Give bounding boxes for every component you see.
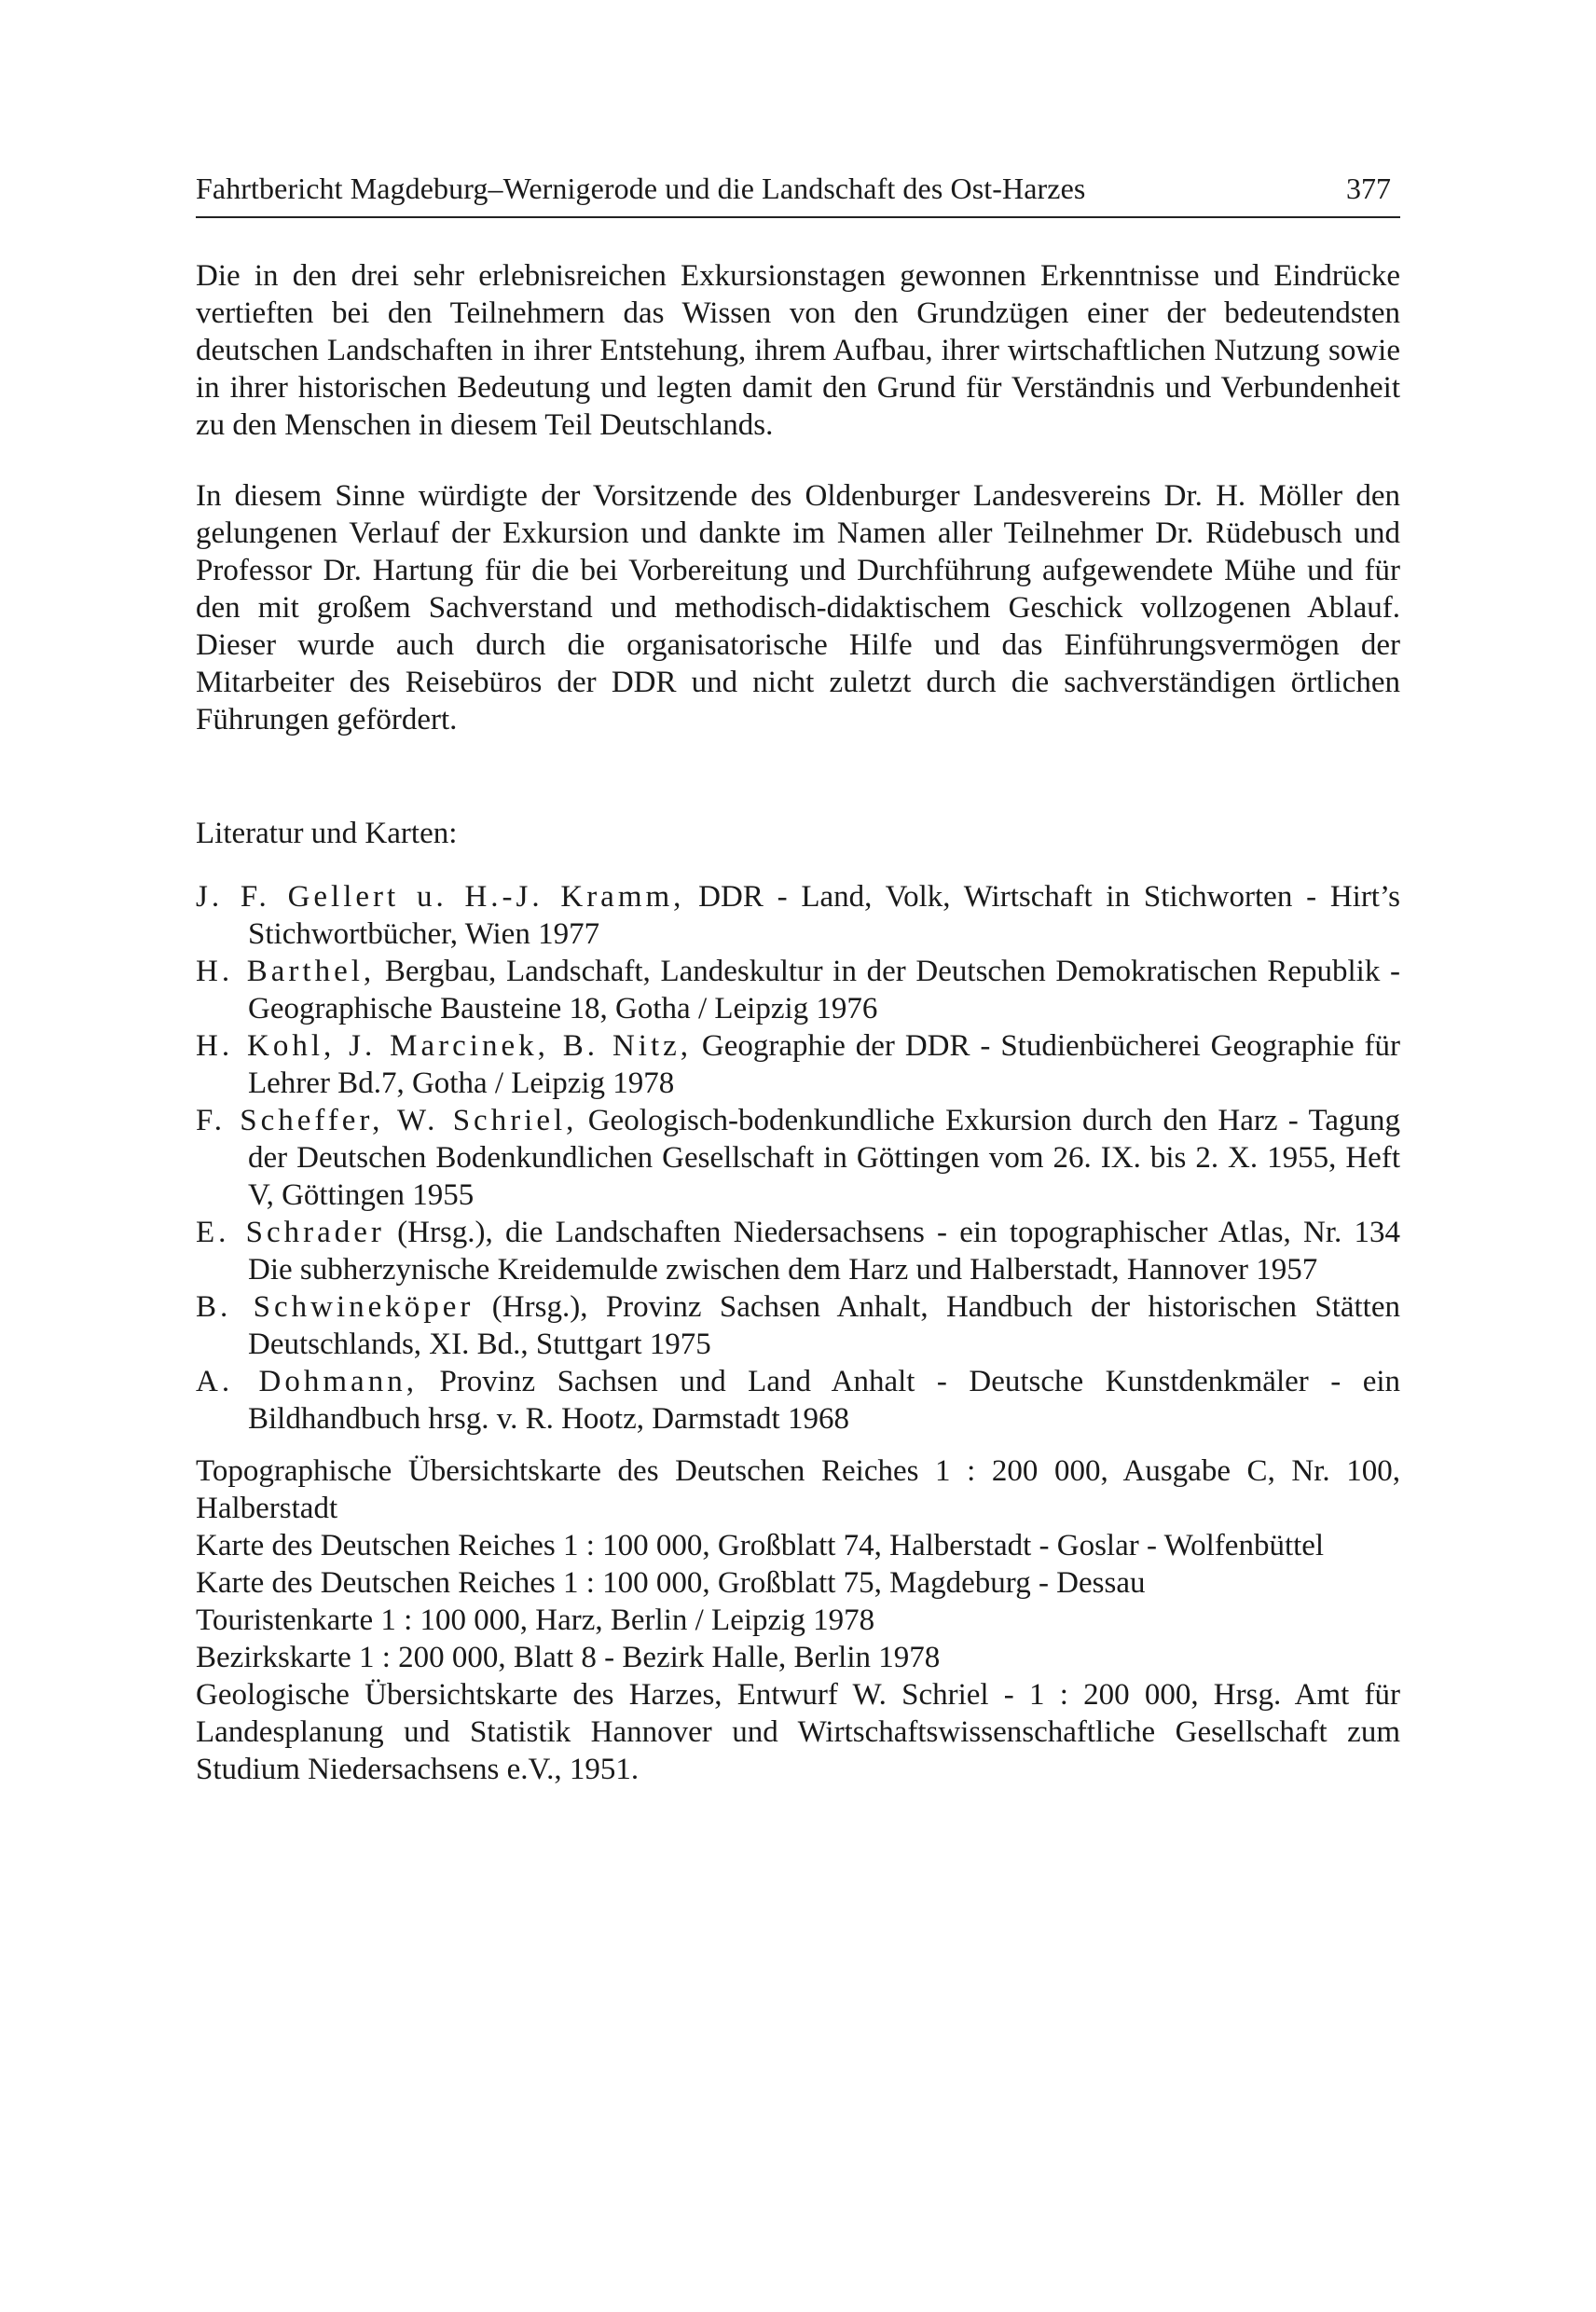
- bibliography-text: Geographie der DDR - Studienbücherei Geographie für Lehrer Bd.7, Gotha / Leipzig 1978: [248, 1029, 1400, 1100]
- body-paragraph: In diesem Sinne würdigte der Vorsitzende des Oldenburger Landesvereins Dr. H. Möller den gelungenen Verlauf der Exkursion und dankte im Namen aller Teilnehmer Dr. Rüdebusch und Professor Dr. Hartung für die bei Vorbereitung und Durchführung aufgewendete Mühe und für den mit großem Sachverstand und methodisch-didaktischem Geschick vollzogenen Ablauf. Dieser wurde auch durch die organisatorische Hilfe und das Einführungsvermögen der Mitarbeiter des Reisebüros der DDR und nicht zuletzt durch die sachverständigen örtlichen Führungen gefördert.: [196, 479, 1400, 736]
- section-heading: Literatur und Karten:: [196, 817, 458, 850]
- bibliography-authors: J. F. Gellert u. H.-J. Kramm,: [196, 880, 685, 914]
- bibliography-text: Bergbau, Landschaft, Landeskultur in der Deutschen Demokratischen Republik - Geographische Bausteine 18, Gotha / Leipzig 1976: [248, 955, 1400, 1025]
- maps-list: [196, 1452, 1400, 1788]
- bibliography-authors: B. Schwineköper: [196, 1290, 475, 1324]
- map-entry: Karte des Deutschen Reiches 1 : 100 000, Großblatt 75, Magdeburg - Dessau: [196, 1566, 1146, 1600]
- bibliography-text: (Hrsg.), die Landschaften Niedersachsens - ein topographischer Atlas, Nr. 134 Die subherzynische Kreidemulde zwischen dem Harz und Halberstadt, Hannover 1957: [248, 1216, 1400, 1287]
- bibliography-entry: [196, 953, 1400, 1027]
- bibliography-entry: [196, 878, 1400, 953]
- bibliography-entry: [196, 1214, 1400, 1288]
- body-paragraph: Die in den drei sehr erlebnisreichen Exkursionstagen gewonnen Erkenntnisse und Eindrücke vertieften bei den Teilnehmern das Wissen von den Grundzügen einer der bedeutendsten deutschen Landschaften in ihrer Entstehung, ihrem Aufbau, ihrer wirtschaftlichen Nutzung sowie in ihrer historischen Bedeutung und legten damit den Grund für Verständnis und Verbundenheit zu den Menschen in diesem Teil Deutschlands.: [196, 259, 1400, 442]
- map-entry: Geologische Übersichtskarte des Harzes, Entwurf W. Schriel - 1 : 200 000, Hrsg. Amt für Landesplanung und Statistik Hannover und Wirtschaftswissenschaftliche Gesellschaft zum Studium Niedersachsens e.V., 1951.: [196, 1678, 1400, 1786]
- bibliography-authors: F. Scheffer, W. Schriel,: [196, 1104, 578, 1137]
- map-entry: Topographische Übersichtskarte des Deutschen Reiches 1 : 200 000, Ausgabe C, Nr. 100, Halberstadt: [196, 1454, 1400, 1525]
- bibliography-authors: H. Barthel,: [196, 955, 376, 988]
- bibliography-list: [196, 878, 1400, 1438]
- bibliography-entry: [196, 1288, 1400, 1363]
- bibliography-text: (Hrsg.), Provinz Sachsen Anhalt, Handbuch der historischen Stätten Deutschlands, XI. Bd., Stuttgart 1975: [248, 1290, 1400, 1361]
- bibliography-entry: [196, 1027, 1400, 1102]
- bibliography-authors: E. Schrader: [196, 1216, 385, 1249]
- map-entry: Karte des Deutschen Reiches 1 : 100 000, Großblatt 74, Halberstadt - Goslar - Wolfenbüttel: [196, 1529, 1325, 1562]
- bibliography-authors: H. Kohl, J. Marcinek, B. Nitz,: [196, 1029, 693, 1063]
- running-header: [196, 170, 1400, 218]
- bibliography-entry: [196, 1102, 1400, 1214]
- map-entry: Touristenkarte 1 : 100 000, Harz, Berlin / Leipzig 1978: [196, 1603, 875, 1637]
- running-header-title: Fahrtbericht Magdeburg–Wernigerode und die Landschaft des Ost-Harzes: [196, 172, 1086, 205]
- bibliography-authors: A. Dohmann,: [196, 1365, 418, 1398]
- page-number: 377: [1346, 172, 1391, 205]
- bibliography-text: DDR - Land, Volk, Wirtschaft in Stichworten - Hirt’s Stichwortbücher, Wien 1977: [248, 880, 1400, 951]
- bibliography-entry: [196, 1363, 1400, 1438]
- bibliography-text: Provinz Sachsen und Land Anhalt - Deutsche Kunstdenkmäler - ein Bildhandbuch hrsg. v. R. Hootz, Darmstadt 1968: [248, 1365, 1401, 1436]
- page: [196, 170, 1400, 1788]
- bibliography-text: Geologisch-bodenkundliche Exkursion durch den Harz - Tagung der Deutschen Bodenkundlichen Gesellschaft in Göttingen vom 26. IX. bis 2. X. 1955, Heft V, Göttingen 1955: [248, 1104, 1400, 1212]
- map-entry: Bezirkskarte 1 : 200 000, Blatt 8 - Bezirk Halle, Berlin 1978: [196, 1641, 941, 1674]
